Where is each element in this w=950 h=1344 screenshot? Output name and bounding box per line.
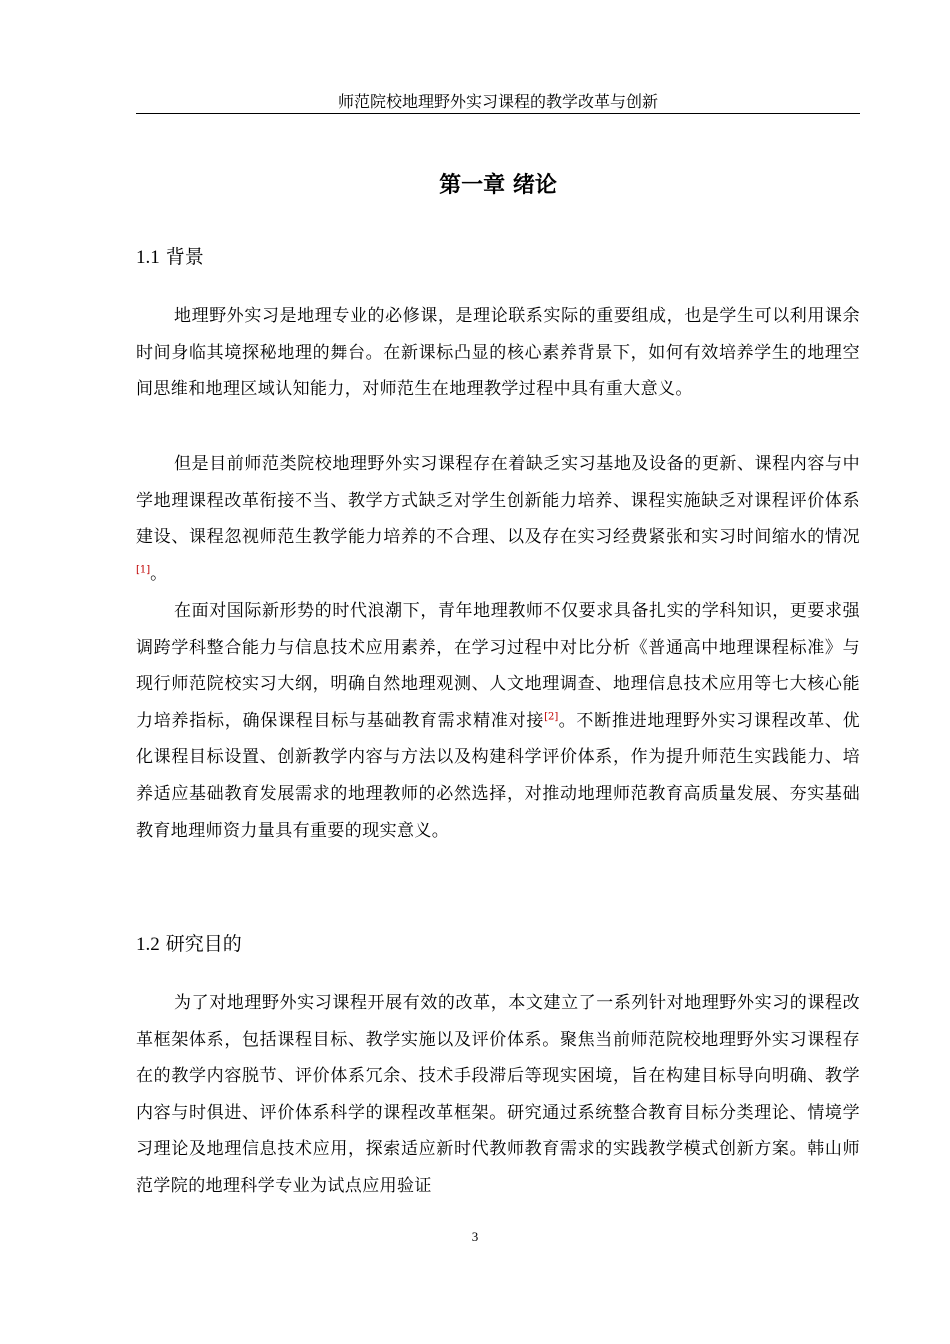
header-rule	[136, 113, 860, 114]
paragraph-text: 。	[150, 563, 168, 584]
chapter-title: 第一章 绪论	[439, 173, 557, 198]
paragraph-text: 。不断推进地理野外实习课程改革、优化课程目标设置、创新教学内容与方法以及构建科学评价体系，作为提升师范生实践能力、培养适应基础教育发展需求的地理教师的必然选择，对推动地理师范教育高质量发展、夯实基础教育地理师资力量具有重要的现实意义。	[136, 710, 860, 841]
page-number: 3	[471, 1229, 479, 1244]
paragraph-text: 在面对国际新形势的时代浪潮下，青年地理教师不仅要求具备扎实的学科知识，更要求强调跨学科整合能力与信息技术应用素养，在学习过程中对比分析《普通高中地理课程标准》与现行师范院校实习大纲，明确自然地理观测、人文地理调查、地理信息技术应用等七大核心能力培养指标，确保课程目标与基础教育需求精准对接	[136, 601, 860, 731]
paragraph-1: 地理野外实习是地理专业的必修课，是理论联系实际的重要组成，也是学生可以利用课余时间身临其境探秘地理的舞台。在新课标凸显的核心素养背景下，如何有效培养学生的地理空间思维和地理区域认知能力，对师范生在地理教学过程中具有重大意义。	[136, 306, 860, 400]
paragraph-2	[136, 446, 860, 592]
section-title: 研究目的	[165, 933, 242, 955]
section-title: 背景	[165, 246, 204, 268]
paragraph-text: 但是目前师范类院校地理野外实习课程存在着缺乏实习基地及设备的更新、课程内容与中学地理课程改革衔接不当、教学方式缺乏对学生创新能力培养、课程实施缺乏对课程评价体系建设、课程忽视师范生教学能力培养的不合理、以及存在实习经费紧张和实习时间缩水的情况	[136, 454, 860, 548]
section-heading-1-1	[136, 243, 204, 272]
section-number: 1.1	[136, 247, 160, 268]
section-heading-1-2	[136, 930, 242, 959]
paragraph-3	[136, 593, 860, 849]
running-header: 师范院校地理野外实习课程的教学改革与创新	[337, 92, 658, 111]
paragraph-4: 为了对地理野外实习课程开展有效的改革，本文建立了一系列针对地理野外实习的课程改革框架体系，包括课程目标、教学实施以及评价体系。聚焦当前师范院校地理野外实习课程存在的教学内容脱节、评价体系冗余、技术手段滞后等现实困境，旨在构建目标导向明确、教学内容与时俱进、评价体系科学的课程改革框架。研究通过系统整合教育目标分类理论、情境学习理论及地理信息技术应用，探索适应新时代教师教育需求的实践教学模式创新方案。韩山师范学院的地理科学专业为试点应用验证	[136, 993, 860, 1196]
citation-ref[interactable]: [1]	[136, 564, 151, 576]
section-number: 1.2	[136, 934, 160, 955]
citation-ref[interactable]: [2]	[544, 711, 559, 723]
